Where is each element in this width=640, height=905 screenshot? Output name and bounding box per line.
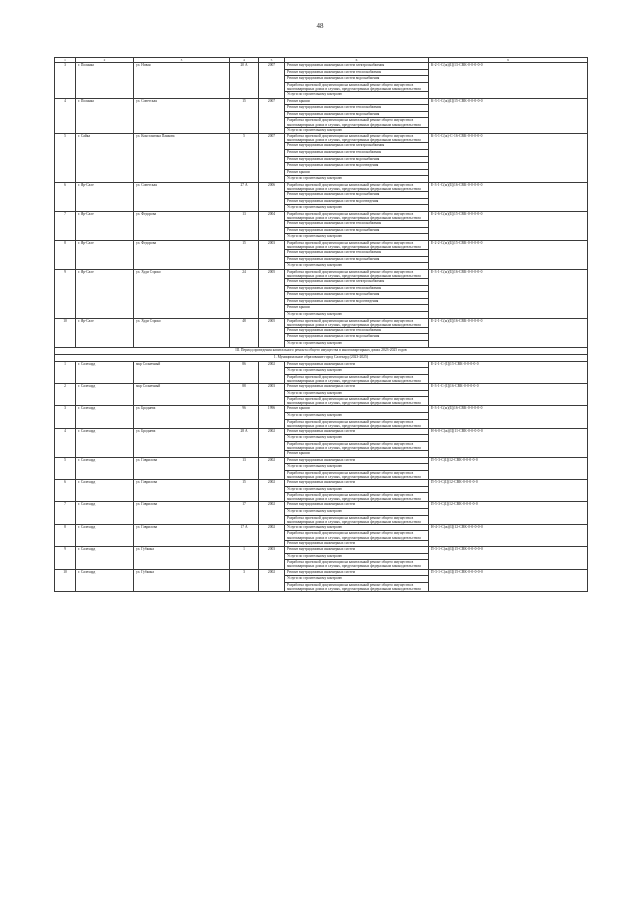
house-number-cell: 15: [230, 98, 259, 134]
building-code-cell: К-3-1-С(ж)(Ц)15-СВК-0-0-0-0-0: [429, 98, 588, 134]
work-type-cell: Услуги по строительному контролю: [285, 553, 429, 560]
row-number-cell: 5: [55, 457, 76, 479]
work-type-cell: Услуги по строительному контролю: [285, 127, 429, 134]
work-type-cell: Разработка проектной документации на капитальный ремонт общего имущества в многоквартирных домах в случаях, предусмотренных федеральным законодательством: [285, 470, 429, 479]
street-cell: ул. Новая: [134, 63, 230, 99]
house-number-cell: 27 А: [230, 182, 259, 211]
house-number-cell: 13: [230, 211, 259, 240]
building-code-cell: Н-6-0-С(ж)(Ц)11-СВК-0-0-0-0-0: [429, 428, 588, 457]
table-row: [55, 240, 588, 249]
street-cell: ул. Броднева: [134, 406, 230, 428]
year-cell: 2002: [259, 480, 285, 502]
street-cell: ул. Гаврилова: [134, 480, 230, 502]
row-number-cell: 7: [55, 211, 76, 240]
settlement-cell: г. Полянка: [76, 63, 134, 99]
building-code-cell: Е-3-1-С(ж)(Ц)16-СВК-0-0-0-0-0: [429, 406, 588, 428]
settlement-cell: г. Салехард: [76, 383, 134, 405]
year-cell: 2003: [259, 383, 285, 405]
row-number-cell: 4: [55, 428, 76, 457]
year-cell: 2007: [259, 98, 285, 134]
work-type-cell: Ремонт внутридомовых инженерных систем водоотведения: [285, 198, 429, 205]
work-type-cell: Ремонт внутридомовых инженерных систем: [285, 361, 429, 368]
house-number-cell: 13: [230, 457, 259, 479]
work-type-cell: Разработка проектной документации на капитальный ремонт общего имущества в многоквартирных домах в случаях, предусмотренных федеральным законодательством: [285, 531, 429, 540]
settlement-cell: г. Полянка: [76, 98, 134, 134]
year-cell: 2002: [259, 457, 285, 479]
street-cell: ул. Константина Панкова: [134, 134, 230, 183]
work-type-cell: Ремонт крыши: [285, 305, 429, 312]
work-type-cell: Услуги по строительному контролю: [285, 92, 429, 99]
table-row: [55, 547, 588, 554]
work-type-cell: Услуги по строительному контролю: [285, 464, 429, 471]
work-type-cell: Разработка проектной документации на капитальный ремонт общего имущества в многоквартирных домах в случаях, предусмотренных федеральным законодательством: [285, 419, 429, 428]
table-row: [55, 383, 588, 390]
table-row: [55, 318, 588, 327]
street-cell: ул. Худи Сэроко: [134, 318, 230, 347]
work-type-cell: Ремонт внутридомовых инженерных систем электроснабжения: [285, 63, 429, 70]
table-row: [55, 211, 588, 220]
header-cell: 5: [259, 58, 285, 63]
work-type-cell: Разработка проектной документации на капитальный ремонт общего имущества в многоквартирных домах в случаях, предусмотренных федеральным законодательством: [285, 515, 429, 524]
table-row: [55, 134, 588, 143]
work-type-cell: Ремонт внутридомовых инженерных систем теплоснабжения: [285, 250, 429, 257]
settlement-cell: г. Салехард: [76, 361, 134, 383]
settlement-cell: г. Яр-Сале: [76, 269, 134, 318]
settlement-cell: г. Яр-Сале: [76, 318, 134, 347]
year-cell: 2005: [259, 318, 285, 347]
work-type-cell: Услуги по строительному контролю: [285, 390, 429, 397]
year-cell: 2002: [259, 524, 285, 546]
row-number-cell: 4: [55, 98, 76, 134]
building-code-cell: П-5-3-С(Ц)12-СВК-0-0-0-0-0: [429, 480, 588, 502]
street-cell: мкр Солнечный: [134, 383, 230, 405]
work-type-cell: Ремонт внутридомовых инженерных систем: [285, 480, 429, 487]
header-cell: 9: [429, 58, 588, 63]
year-cell: 2002: [259, 569, 285, 591]
house-number-cell: 88: [230, 383, 259, 405]
table-row: [55, 524, 588, 531]
work-type-cell: Ремонт внутридомовых инженерных систем теплоснабжения: [285, 150, 429, 157]
row-number-cell: 5: [55, 134, 76, 183]
row-number-cell: 6: [55, 182, 76, 211]
work-type-cell: Ремонт внутридомовых инженерных систем: [285, 569, 429, 576]
year-cell: 2007: [259, 134, 285, 183]
work-type-cell: Услуги по строительному контролю: [285, 263, 429, 270]
capital-repair-table: [54, 57, 588, 592]
house-number-cell: 28 А: [230, 428, 259, 457]
header-cell: 4: [230, 58, 259, 63]
work-type-cell: Разработка проектной документации на капитальный ремонт общего имущества в многоквартирных домах в случаях, предусмотренных федеральным законодательством: [285, 82, 429, 91]
work-type-cell: Услуги по строительному контролю: [285, 486, 429, 493]
work-type-cell: Ремонт внутридомовых инженерных систем электроснабжения: [285, 279, 429, 286]
subsection-title: 1. Муниципальное образование город Салехард (2023-2025): [55, 354, 588, 361]
street-cell: ул. Гаврилова: [134, 457, 230, 479]
work-type-cell: Ремонт крыши: [285, 98, 429, 105]
table-row: [55, 480, 588, 487]
year-cell: 2002: [259, 502, 285, 524]
work-type-cell: Услуги по строительному контролю: [285, 368, 429, 375]
year-cell: 1996: [259, 406, 285, 428]
street-cell: ул. Губкина: [134, 569, 230, 591]
row-number-cell: 9: [55, 269, 76, 318]
work-type-cell: Разработка проектной документации на капитальный ремонт общего имущества в многоквартирных домах в случаях, предусмотренных федеральным законодательством: [285, 493, 429, 502]
year-cell: 2003: [259, 240, 285, 269]
work-type-cell: Разработка проектной документации на капитальный ремонт общего имущества в многоквартирных домах в случаях, предусмотренных федеральным законодательством: [285, 134, 429, 143]
work-type-cell: Ремонт внутридомовых инженерных систем теплоснабжения: [285, 105, 429, 112]
settlement-cell: г. Салехард: [76, 524, 134, 546]
row-number-cell: 1: [55, 361, 76, 383]
street-cell: ул. Гаврилова: [134, 524, 230, 546]
work-type-cell: Ремонт внутридомовых инженерных систем теплоснабжения: [285, 327, 429, 334]
house-number-cell: 15: [230, 480, 259, 502]
work-type-cell: Ремонт внутридомовых инженерных систем водоснабжения: [285, 334, 429, 341]
row-number-cell: 3: [55, 406, 76, 428]
table-row: [55, 63, 588, 70]
work-type-cell: Разработка проектной документации на капитальный ремонт общего имущества в многоквартирных домах в случаях, предусмотренных федеральным законодательством: [285, 211, 429, 220]
building-code-cell: Е-3-1-С(ж)(Ц)16-СВК-0-0-0-0-0: [429, 269, 588, 318]
work-type-cell: Услуги по строительному контролю: [285, 205, 429, 212]
header-cell: 6: [285, 58, 429, 63]
work-type-cell: Услуги по строительному контролю: [285, 341, 429, 348]
settlement-cell: г. Салехард: [76, 480, 134, 502]
work-type-cell: Разработка проектной документации на капитальный ремонт общего имущества в многоквартирных домах в случаях, предусмотренных федеральным законодательством: [285, 118, 429, 127]
street-cell: мкр Солнечный: [134, 361, 230, 383]
work-type-cell: Ремонт внутридомовых инженерных систем водоснабжения: [285, 256, 429, 263]
year-cell: 2002: [259, 428, 285, 457]
house-number-cell: 24: [230, 269, 259, 318]
table-row: [55, 182, 588, 191]
settlement-cell: г. Салехард: [76, 547, 134, 569]
work-type-cell: Ремонт внутридомовых инженерных систем электроснабжения: [285, 143, 429, 150]
house-number-cell: 15: [230, 240, 259, 269]
work-type-cell: Ремонт внутридомовых инженерных систем: [285, 383, 429, 390]
work-type-cell: Разработка проектной документации на капитальный ремонт общего имущества в многоквартирных домах в случаях, предусмотренных федеральным законодательством: [285, 182, 429, 191]
page-number: 48: [316, 22, 324, 30]
house-number-cell: 17 А: [230, 524, 259, 546]
building-code-cell: Е-3-1-С(ж)(Ц)16-СВК-0-0-0-0-0: [429, 182, 588, 211]
work-type-cell: Ремонт внутридомовых инженерных систем водоснабжения: [285, 292, 429, 299]
row-number-cell: 8: [55, 240, 76, 269]
building-code-cell: Н-4-1-С(ж)(Ц)12-СВК-0-0-0-0-0: [429, 524, 588, 546]
work-type-cell: Услуги по строительному контролю: [285, 524, 429, 531]
work-type-cell: Ремонт крыши: [285, 451, 429, 458]
work-type-cell: Ремонт крыши: [285, 169, 429, 176]
work-type-cell: Разработка проектной документации на капитальный ремонт общего имущества в многоквартирных домах в случаях, предусмотренных федеральным законодательством: [285, 397, 429, 406]
street-cell: ул. Федорова: [134, 240, 230, 269]
row-number-cell: 6: [55, 480, 76, 502]
year-cell: 2006: [259, 182, 285, 211]
house-number-cell: 20 А: [230, 63, 259, 99]
subsection-row: [55, 354, 588, 361]
street-cell: ул. Броднева: [134, 428, 230, 457]
work-type-cell: Ремонт внутридомовых инженерных систем водоснабжения: [285, 227, 429, 234]
building-code-cell: Е-2-1-С(ж)(Ц)16-СВК-0-0-0-0-0: [429, 318, 588, 347]
work-type-cell: Разработка проектной документации на капитальный ремонт общего имущества в многоквартирных домах в случаях, предусмотренных федеральным законодательством: [285, 240, 429, 249]
street-cell: ул. Губкина: [134, 547, 230, 569]
table-row: [55, 361, 588, 368]
building-code-cell: П-3-1-С(ж)(Ц)15-СВК-0-0-0-0-0: [429, 569, 588, 591]
header-cell: 1: [55, 58, 76, 63]
house-number-cell: 5: [230, 134, 259, 183]
settlement-cell: г. Яр-Сале: [76, 211, 134, 240]
settlement-cell: г. Салехард: [76, 502, 134, 524]
house-number-cell: 96: [230, 406, 259, 428]
section-row: [55, 347, 588, 354]
row-number-cell: 10: [55, 569, 76, 591]
row-number-cell: 2: [55, 383, 76, 405]
work-type-cell: Ремонт внутридомовых инженерных систем теплоснабжения: [285, 69, 429, 76]
work-type-cell: Ремонт внутридомовых инженерных систем водоотведения: [285, 298, 429, 305]
house-number-cell: 48: [230, 318, 259, 347]
building-code-cell: Е-2-1-С-(Ц)15-СВК-0-0-0-0-0: [429, 361, 588, 383]
work-type-cell: Услуги по строительному контролю: [285, 234, 429, 241]
row-number-cell: 9: [55, 547, 76, 569]
row-number-cell: 3: [55, 63, 76, 99]
work-type-cell: Ремонт внутридомовых инженерных систем водоотведения: [285, 163, 429, 170]
work-type-cell: Услуги по строительному контролю: [285, 435, 429, 442]
header-cell: 3: [134, 58, 230, 63]
house-number-cell: 3: [230, 569, 259, 591]
settlement-cell: г. Яр-Сале: [76, 240, 134, 269]
table-row: [55, 457, 588, 464]
work-type-cell: Разработка проектной документации на капитальный ремонт общего имущества в многоквартирных домах в случаях, предусмотренных федеральным законодательством: [285, 560, 429, 569]
row-number-cell: 10: [55, 318, 76, 347]
work-type-cell: Ремонт внутридомовых инженерных систем: [285, 540, 429, 547]
work-type-cell: Ремонт внутридомовых инженерных систем: [285, 428, 429, 435]
building-code-cell: К-2-1-С(ж)(Ц)13-СВК-0-0-0-0-0: [429, 63, 588, 99]
street-cell: ул. Федорова: [134, 211, 230, 240]
building-code-cell: П-5-3-С(Ц)12-СВК-0-0-0-0-0: [429, 457, 588, 479]
work-type-cell: Услуги по строительному контролю: [285, 412, 429, 419]
table-row: [55, 569, 588, 576]
work-type-cell: Разработка проектной документации на капитальный ремонт общего имущества в многоквартирных домах в случаях, предусмотренных федеральным законодательством: [285, 318, 429, 327]
header-cell: 2: [76, 58, 134, 63]
section-title: III. Период проведения капитального ремонта общего имущества в многоквартирных домах 2023-2025 годов: [55, 347, 588, 354]
row-number-cell: 7: [55, 502, 76, 524]
settlement-cell: г. Яр-Сале: [76, 182, 134, 211]
building-code-cell: Е-2-6-С(ж)(Ц)15-СВК-0-0-0-0-0: [429, 211, 588, 240]
table-row: [55, 269, 588, 278]
year-cell: 2005: [259, 269, 285, 318]
street-cell: ул. Гаврилова: [134, 502, 230, 524]
work-type-cell: Разработка проектной документации на капитальный ремонт общего имущества в многоквартирных домах в случаях, предусмотренных федеральным законодательством: [285, 441, 429, 450]
work-type-cell: Ремонт внутридомовых инженерных систем теплоснабжения: [285, 285, 429, 292]
settlement-cell: г. Салехард: [76, 428, 134, 457]
street-cell: ул. Советская: [134, 182, 230, 211]
work-type-cell: Разработка проектной документации на капитальный ремонт общего имущества в многоквартирных домах в случаях, предусмотренных федеральным законодательством: [285, 374, 429, 383]
work-type-cell: Ремонт внутридомовых инженерных систем водоснабжения: [285, 76, 429, 83]
row-number-cell: 8: [55, 524, 76, 546]
work-type-cell: Услуги по строительному контролю: [285, 576, 429, 583]
work-type-cell: Разработка проектной документации на капитальный ремонт общего имущества в многоквартирных домах в случаях, предусмотренных федеральным законодательством: [285, 582, 429, 591]
table-row: [55, 98, 588, 105]
street-cell: ул. Худи Сэроко: [134, 269, 230, 318]
work-type-cell: Ремонт внутридомовых инженерных систем: [285, 457, 429, 464]
work-type-cell: Ремонт крыши: [285, 406, 429, 413]
year-cell: 2004: [259, 211, 285, 240]
work-type-cell: Услуги по строительному контролю: [285, 509, 429, 516]
building-code-cell: Е-2-2-С(ж)(Ц)15-СВК-0-0-0-0-0: [429, 240, 588, 269]
settlement-cell: г. Сайка: [76, 134, 134, 183]
building-code-cell: П-5-3-С(Ц)12-СВК-0-0-0-0-0: [429, 502, 588, 524]
house-number-cell: 1: [230, 547, 259, 569]
year-cell: 2003: [259, 547, 285, 569]
year-cell: 2002: [259, 361, 285, 383]
building-code-cell: Е-3-1-С-(Ц)16-СВК-0-0-0-0-0: [429, 383, 588, 405]
street-cell: ул. Советская: [134, 98, 230, 134]
building-code-cell: К-3-1-С(ж)-С-16-СВК-0-0-0-0-0: [429, 134, 588, 183]
table-row: [55, 502, 588, 509]
year-cell: 2007: [259, 63, 285, 99]
work-type-cell: Ремонт внутридомовых инженерных систем водоснабжения: [285, 111, 429, 118]
settlement-cell: г. Салехард: [76, 569, 134, 591]
settlement-cell: г. Салехард: [76, 457, 134, 479]
table-row: [55, 406, 588, 413]
table-row: [55, 428, 588, 435]
work-type-cell: Ремонт внутридомовых инженерных систем водоснабжения: [285, 192, 429, 199]
work-type-cell: Услуги по строительному контролю: [285, 176, 429, 183]
work-type-cell: Ремонт внутридомовых инженерных систем: [285, 502, 429, 509]
building-code-cell: П-3-1-С(ж)(Ц)15-СВК-0-0-0-0-0: [429, 547, 588, 569]
work-type-cell: Ремонт внутридомовых инженерных систем: [285, 547, 429, 554]
work-type-cell: Разработка проектной документации на капитальный ремонт общего имущества в многоквартирных домах в случаях, предусмотренных федеральным законодательством: [285, 269, 429, 278]
work-type-cell: Ремонт внутридомовых инженерных систем водоснабжения: [285, 156, 429, 163]
house-number-cell: 86: [230, 361, 259, 383]
work-type-cell: Ремонт внутридомовых инженерных систем теплоснабжения: [285, 221, 429, 228]
house-number-cell: 17: [230, 502, 259, 524]
work-type-cell: Услуги по строительному контролю: [285, 312, 429, 319]
settlement-cell: г. Салехард: [76, 406, 134, 428]
